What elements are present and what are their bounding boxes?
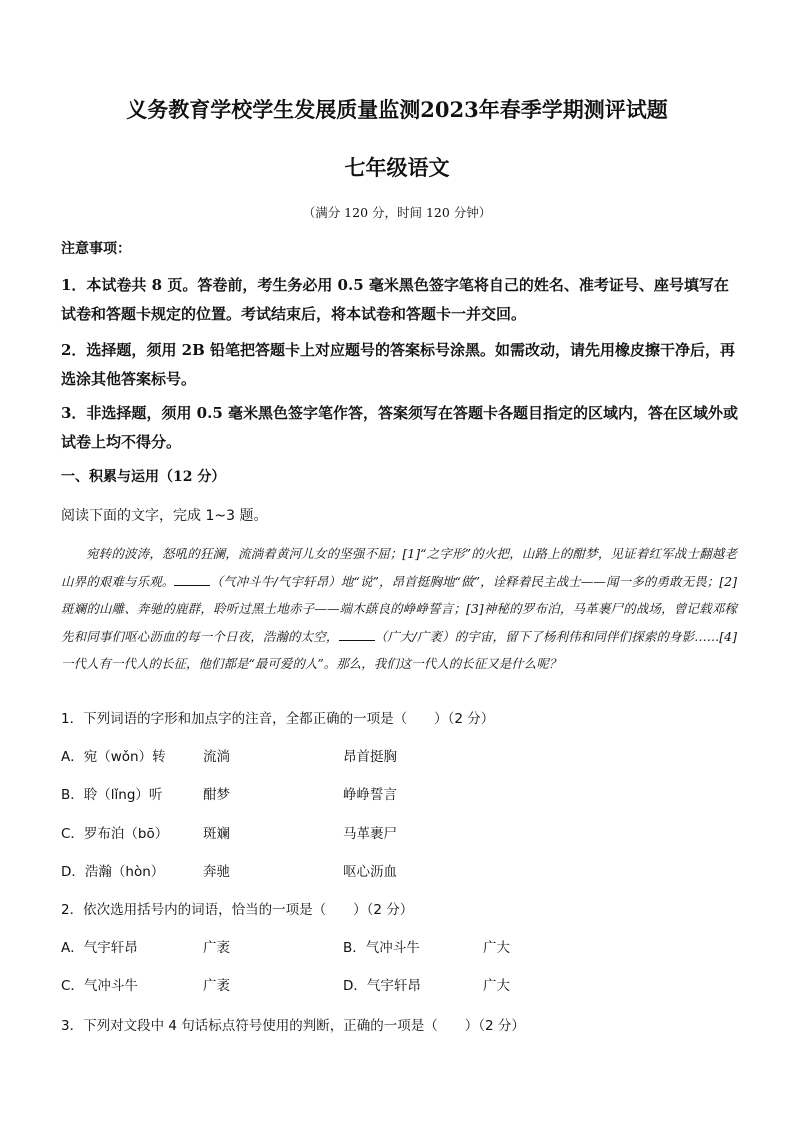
q1-option-d-word3: 呕心沥血	[343, 864, 397, 880]
q2-option-d-word2: 广大	[483, 978, 510, 994]
q1-option-a-word2: 流淌	[203, 749, 230, 765]
answer-blank-2	[339, 628, 375, 641]
notes-heading: 注意事项：	[61, 241, 131, 257]
q1-option-b: B．聆（lǐng）听	[61, 787, 163, 803]
q1-option-c: C．罗布泊（bō）	[61, 826, 169, 842]
q2-option-a-word2: 广袤	[203, 940, 230, 956]
passage-text-3: （广大/广袤）的宇宙，留下了杨利伟和同伴们探索的身影……[4]一代人有一代人的长征，他们都是“最可爱的人”。那么，我们这一代人的长征又是什么呢？	[61, 628, 737, 671]
q2-option-c-word2: 广袤	[203, 978, 230, 994]
q2-option-a: A．气宇轩昂	[61, 940, 138, 956]
note-item-1: 1．本试卷共 8 页。答卷前，考生务必用 0.5 毫米黑色签字笔将自己的姓名、准考证号、座号填写在试卷和答题卡规定的位置。考试结束后，将本试卷和答题卡一并交回。	[61, 276, 729, 323]
q1-option-a-word3: 昂首挺胸	[343, 749, 397, 765]
q1-option-d: D．浩瀚（hòn）	[61, 864, 165, 880]
q1-option-b-word2: 酣梦	[203, 787, 230, 803]
q2-option-b: B．气冲斗牛	[343, 940, 420, 956]
q2-option-d: D．气宇轩昂	[343, 978, 421, 994]
question-3-stem: 3．下列对文段中 4 句话标点符号使用的判断，正确的一项是（ ）（2 分）	[61, 1018, 525, 1034]
answer-blank-1	[174, 573, 210, 586]
note-item-2: 2．选择题，须用 2B 铅笔把答题卡上对应题号的答案标号涂黑。如需改动，请先用橡皮擦干净后，再选涂其他答案标号。	[61, 341, 736, 388]
q1-option-d-word2: 奔驰	[203, 864, 230, 880]
exam-title: 义务教育学校学生发展质量监测2023年春季学期测评试题	[126, 97, 668, 122]
passage-text-2: （气冲斗牛/气宇轩昂）地“说”，昂首挺胸地“做”，诠释着民主战士——闻一多的勇敢无畏；[2]斑斓的山雕、奔驰的鹿群，聆听过黑土地赤子——端木蕻良的峥峥誓言；[3]神秘的罗布泊，马革裹尸的战场，曾记载邓稼先和同事们呕心沥血的每一个日夜，浩瀚的太空，	[61, 573, 737, 644]
q2-option-c: C．气冲斗牛	[61, 978, 138, 994]
passage-text-1: 宛转的波涛，怒吼的狂澜，流淌着黄河儿女的坚强不屈；[1]“之字形”的火把，山路上的酣梦，见证着红军战士翻越老山界的艰难与乐观。	[61, 546, 737, 589]
reading-instruction: 阅读下面的文字，完成 1~3 题。	[61, 508, 268, 524]
exam-subject: 七年级语文	[344, 155, 450, 180]
exam-info: （满分 120 分，时间 120 分钟）	[302, 205, 492, 220]
q2-option-b-word2: 广大	[483, 940, 510, 956]
question-1-stem: 1．下列词语的字形和加点字的注音，全都正确的一项是（ ）（2 分）	[61, 711, 495, 727]
section-heading: 一、积累与运用（12 分）	[61, 469, 226, 485]
q1-option-a: A．宛（wǒn）转	[61, 749, 166, 765]
q1-option-b-word3: 峥峥誓言	[343, 787, 397, 803]
note-item-3: 3．非选择题，须用 0.5 毫米黑色签字笔作答，答案须写在答题卡各题目指定的区域内，答在区域外或试卷上均不得分。	[61, 404, 738, 451]
q1-option-c-word2: 斑斓	[203, 826, 230, 842]
q1-option-c-word3: 马革裹尸	[343, 826, 397, 842]
question-2-stem: 2．依次选用括号内的词语，恰当的一项是（ ）（2 分）	[61, 902, 414, 918]
reading-passage	[61, 540, 737, 678]
